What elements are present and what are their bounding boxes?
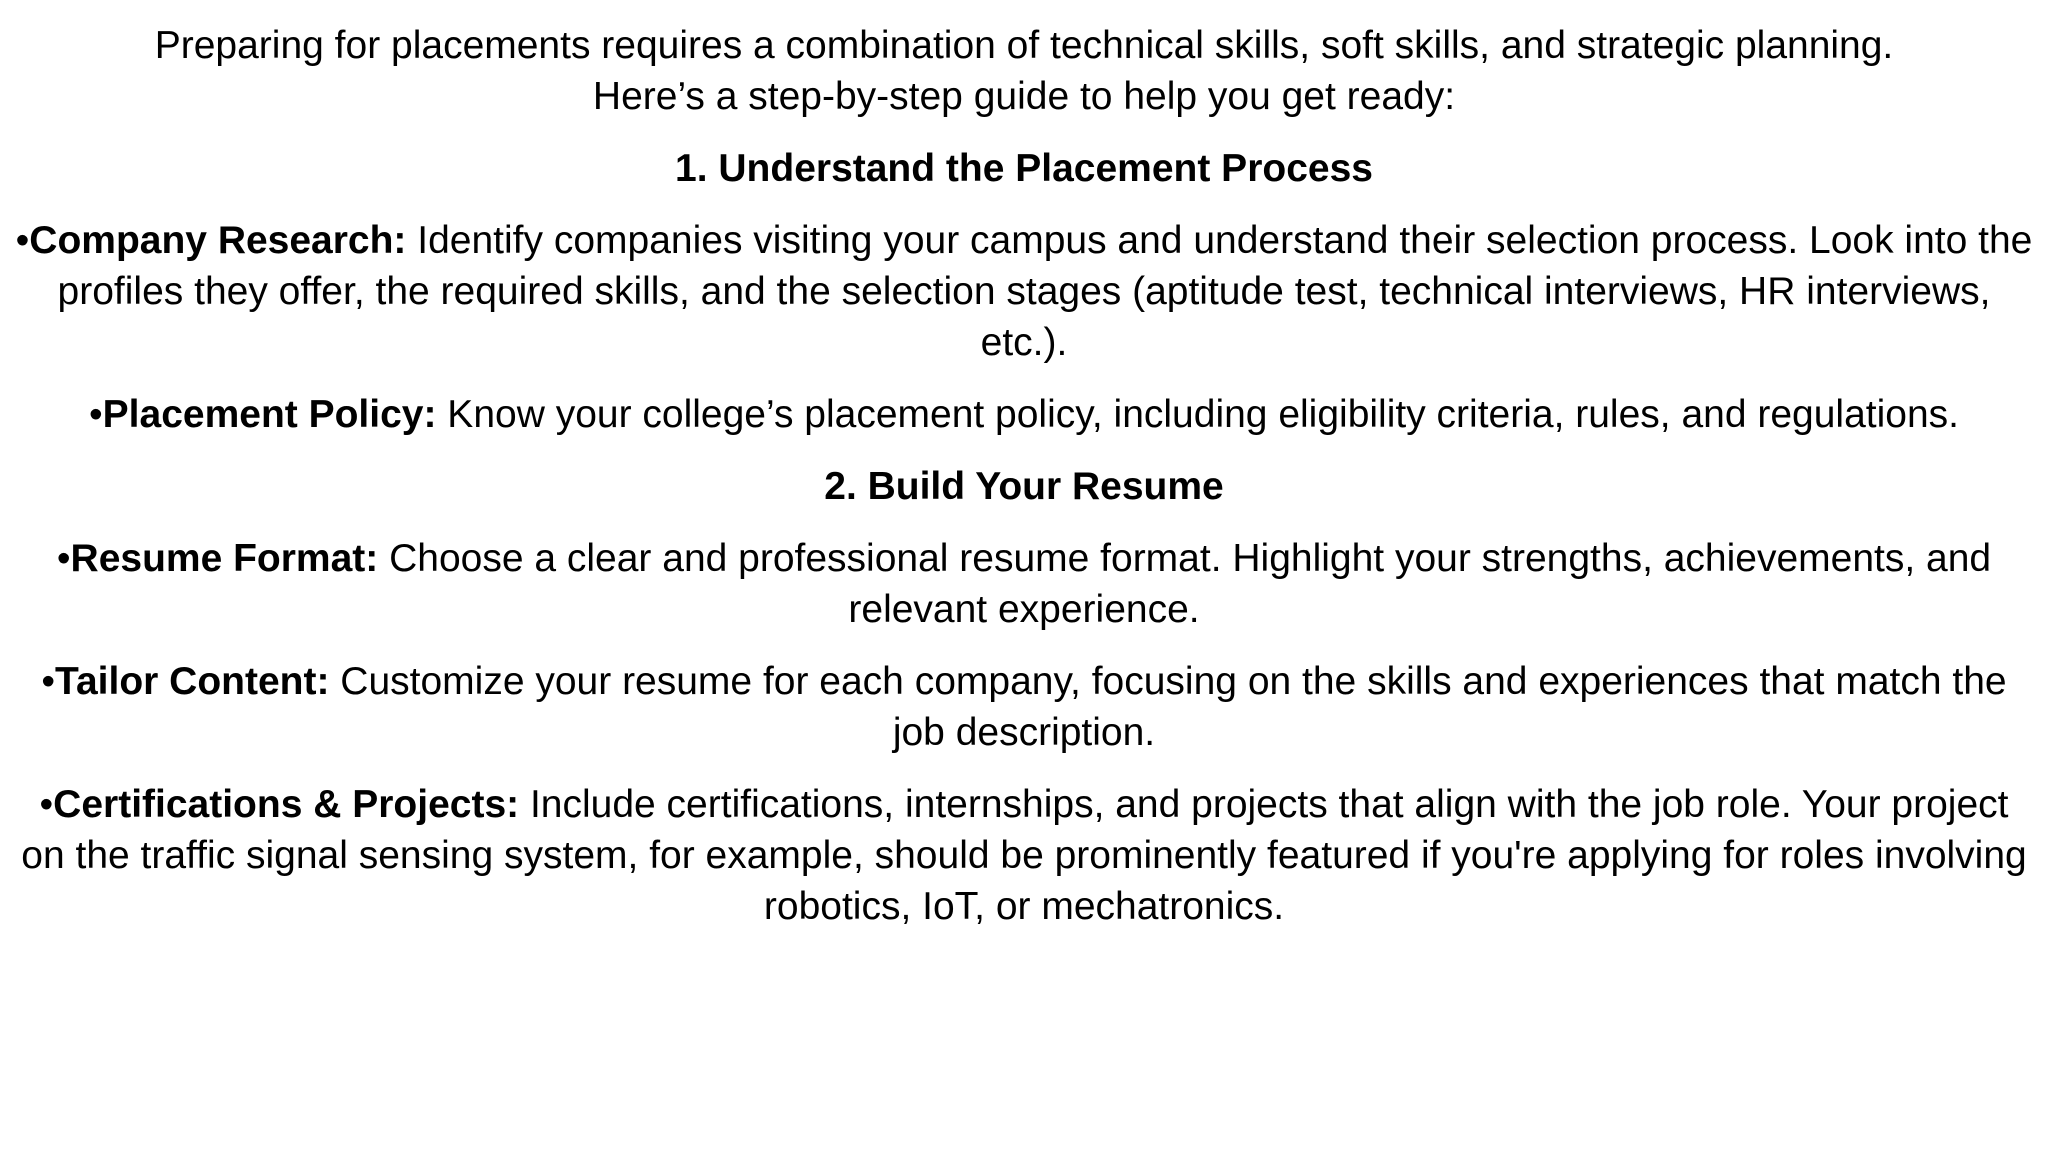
bullet-term: Resume Format: <box>70 537 379 580</box>
bullet-marker: • <box>15 219 30 262</box>
bullet-resume-format <box>14 533 2034 635</box>
bullet-marker: • <box>41 660 56 703</box>
bullet-marker: • <box>89 393 103 436</box>
bullet-company-research <box>14 215 2034 368</box>
bullet-tailor-content <box>14 656 2034 758</box>
bullet-text: Know your college’s placement policy, including eligibility criteria, rules, and regulations. <box>436 393 1959 436</box>
bullet-term: Company Research: <box>29 219 407 262</box>
intro-line-2: Here’s a step-by-step guide to help you get ready: <box>592 75 1456 118</box>
bullet-term: Certifications & Projects: <box>53 783 520 826</box>
bullet-term: Placement Policy: <box>102 393 437 436</box>
bullet-text: Choose a clear and professional resume format. Highlight your strengths, achievements, and relevant experience. <box>378 537 1992 631</box>
bullet-text: Identify companies visiting your campus and understand their selection process. Look into the profiles they offer, the required skills, and the selection stages (aptitude test, technical interviews, HR interviews, etc.). <box>57 219 2033 364</box>
bullet-placement-policy <box>14 389 2034 440</box>
section-heading-1: 1. Understand the Placement Process <box>675 147 1373 190</box>
intro-line-1: Preparing for placements requires a combination of technical skills, soft skills, and strategic planning. <box>154 24 1894 67</box>
section-heading-2: 2. Build Your Resume <box>824 465 1224 508</box>
bullet-text: Customize your resume for each company, focusing on the skills and experiences that match the job description. <box>329 660 2007 754</box>
bullet-certifications-projects <box>14 779 2034 932</box>
bullet-marker: • <box>56 537 71 580</box>
bullet-text: Include certifications, internships, and projects that align with the job role. Your project on the traffic signal sensing system, for example, should be prominently featured if you're applying for roles involving robotics, IoT, or mechatronics. <box>21 783 2027 928</box>
bullet-marker: • <box>39 783 54 826</box>
bullet-term: Tailor Content: <box>55 660 330 703</box>
intro-paragraph <box>14 20 2034 122</box>
